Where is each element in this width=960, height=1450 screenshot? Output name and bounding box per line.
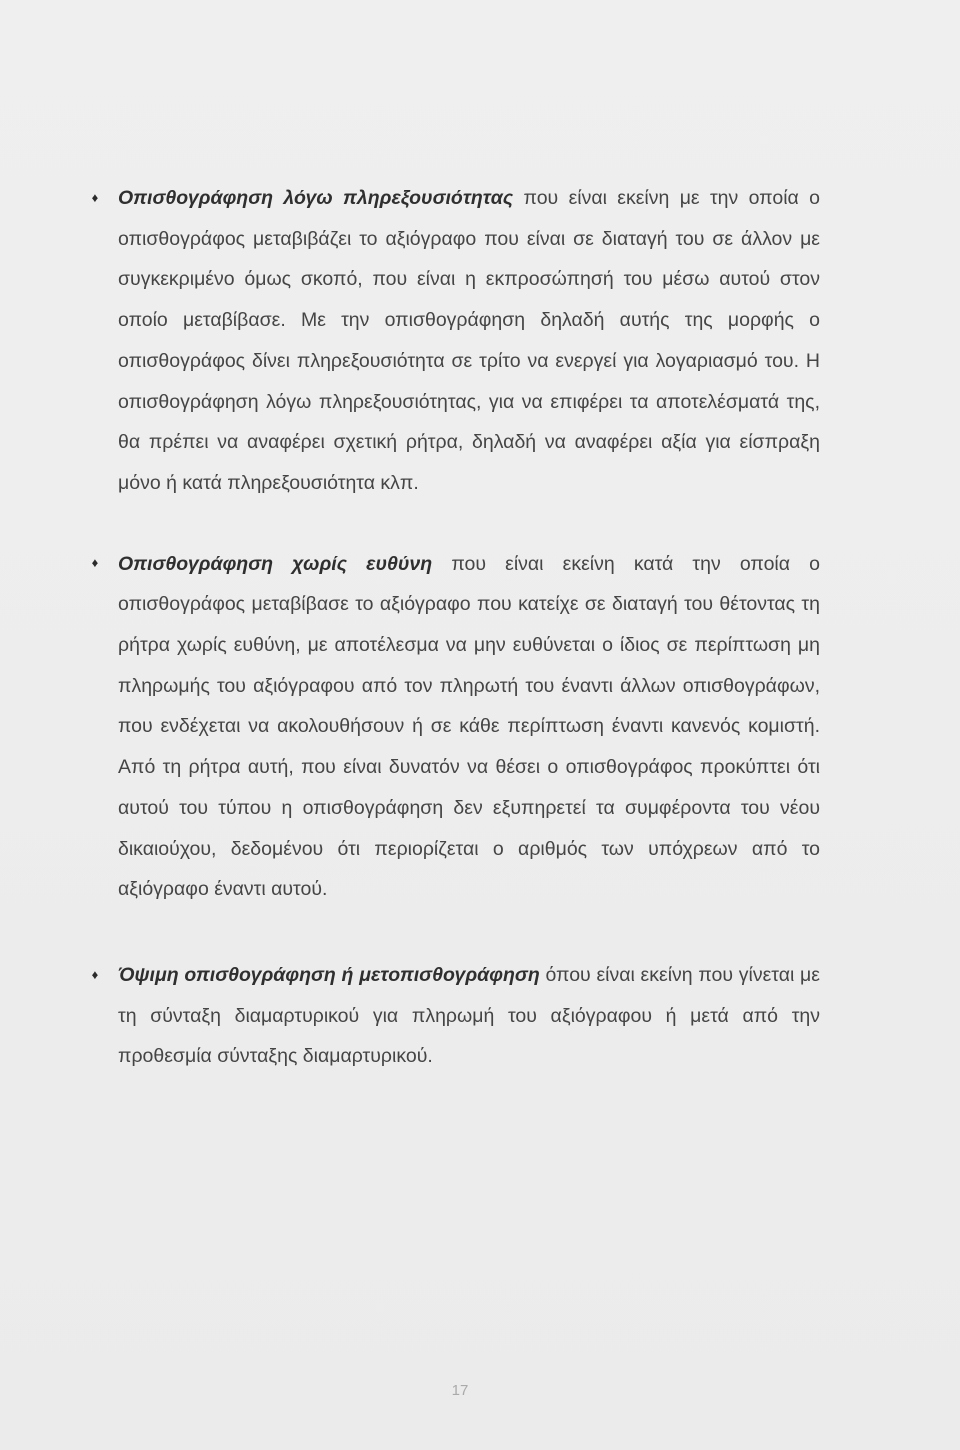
definition-text: που είναι εκείνη κατά την οποία ο οπισθογράφος μεταβίβασε το αξιόγραφο που κατείχε σε διαταγή του θέτοντας τη ρήτρα χωρίς ευθύνη, με αποτέλεσμα να μην ευθύνεται ο ίδιος σε περίπτωση μη πληρωμής του αξιόγραφου από τον πληρωτή του έναντι άλλων οπισθογράφων, που ενδέχεται να ακολουθήσουν ή σε κάθε περίπτωση έναντι κανενός κομιστή. Από τη ρήτρα αυτή, που είναι δυνατόν να θέσει ο οπισθογράφος προκύπτει ότι αυτού του τύπου η οπισθογράφηση δεν εξυπηρετεί τα συμφέροντα του νέου δικαιούχου, δεδομένου ότι περιορίζεται ο αριθμός των υπόχρεων από το αξιόγραφο έναντι αυτού. <box>118 552 820 901</box>
term-heading: Οπισθογράφηση χωρίς ευθύνη <box>118 552 433 575</box>
term-heading: Οπισθογράφηση λόγω πληρεξουσιότητας <box>118 187 514 209</box>
definition-entry-endorsement-without-liability <box>91 544 820 910</box>
diamond-bullet-icon: ♦ <box>91 555 99 571</box>
definition-text: όπου είναι εκείνη που γίνεται με τη σύνταξη διαμαρτυρικού για πληρωμή του αξιόγραφου ή μετά από την προθεσμία σύνταξης διαμαρτυρικού. <box>118 963 820 1068</box>
page-number: 17 <box>451 1382 469 1399</box>
term-heading: Όψιμη οπισθογράφηση ή μετοπισθογράφηση <box>118 963 540 986</box>
definition-entry-power-of-attorney-endorsement <box>91 178 820 504</box>
definition-entry-late-endorsement <box>91 955 820 1077</box>
diamond-bullet-icon: ♦ <box>91 189 99 205</box>
definition-text: που είναι εκείνη με την οποία ο οπισθογράφος μεταβιβάζει το αξιόγραφο που είναι σε διαταγή του σε άλλον με συγκεκριμένο όμως σκοπό, που είναι η εκπροσώπησή του μέσω αυτού στον οποίο μεταβίβασε. Με την οπισθογράφηση δηλαδή αυτής της μορφής ο οπισθογράφος δίνει πληρεξουσιότητα σε τρίτο να ενεργεί για λογαριασμό του. Η οπισθογράφηση λόγω πληρεξουσιότητας, για να επιφέρει τα αποτελέσματά της, θα πρέπει να αναφέρει σχετική ρήτρα, δηλαδή να αναφέρει αξία για είσπραξη μόνο ή κατά πληρεξουσιότητα κλπ. <box>118 187 820 494</box>
page-content <box>91 178 820 1077</box>
diamond-bullet-icon: ♦ <box>91 966 99 982</box>
